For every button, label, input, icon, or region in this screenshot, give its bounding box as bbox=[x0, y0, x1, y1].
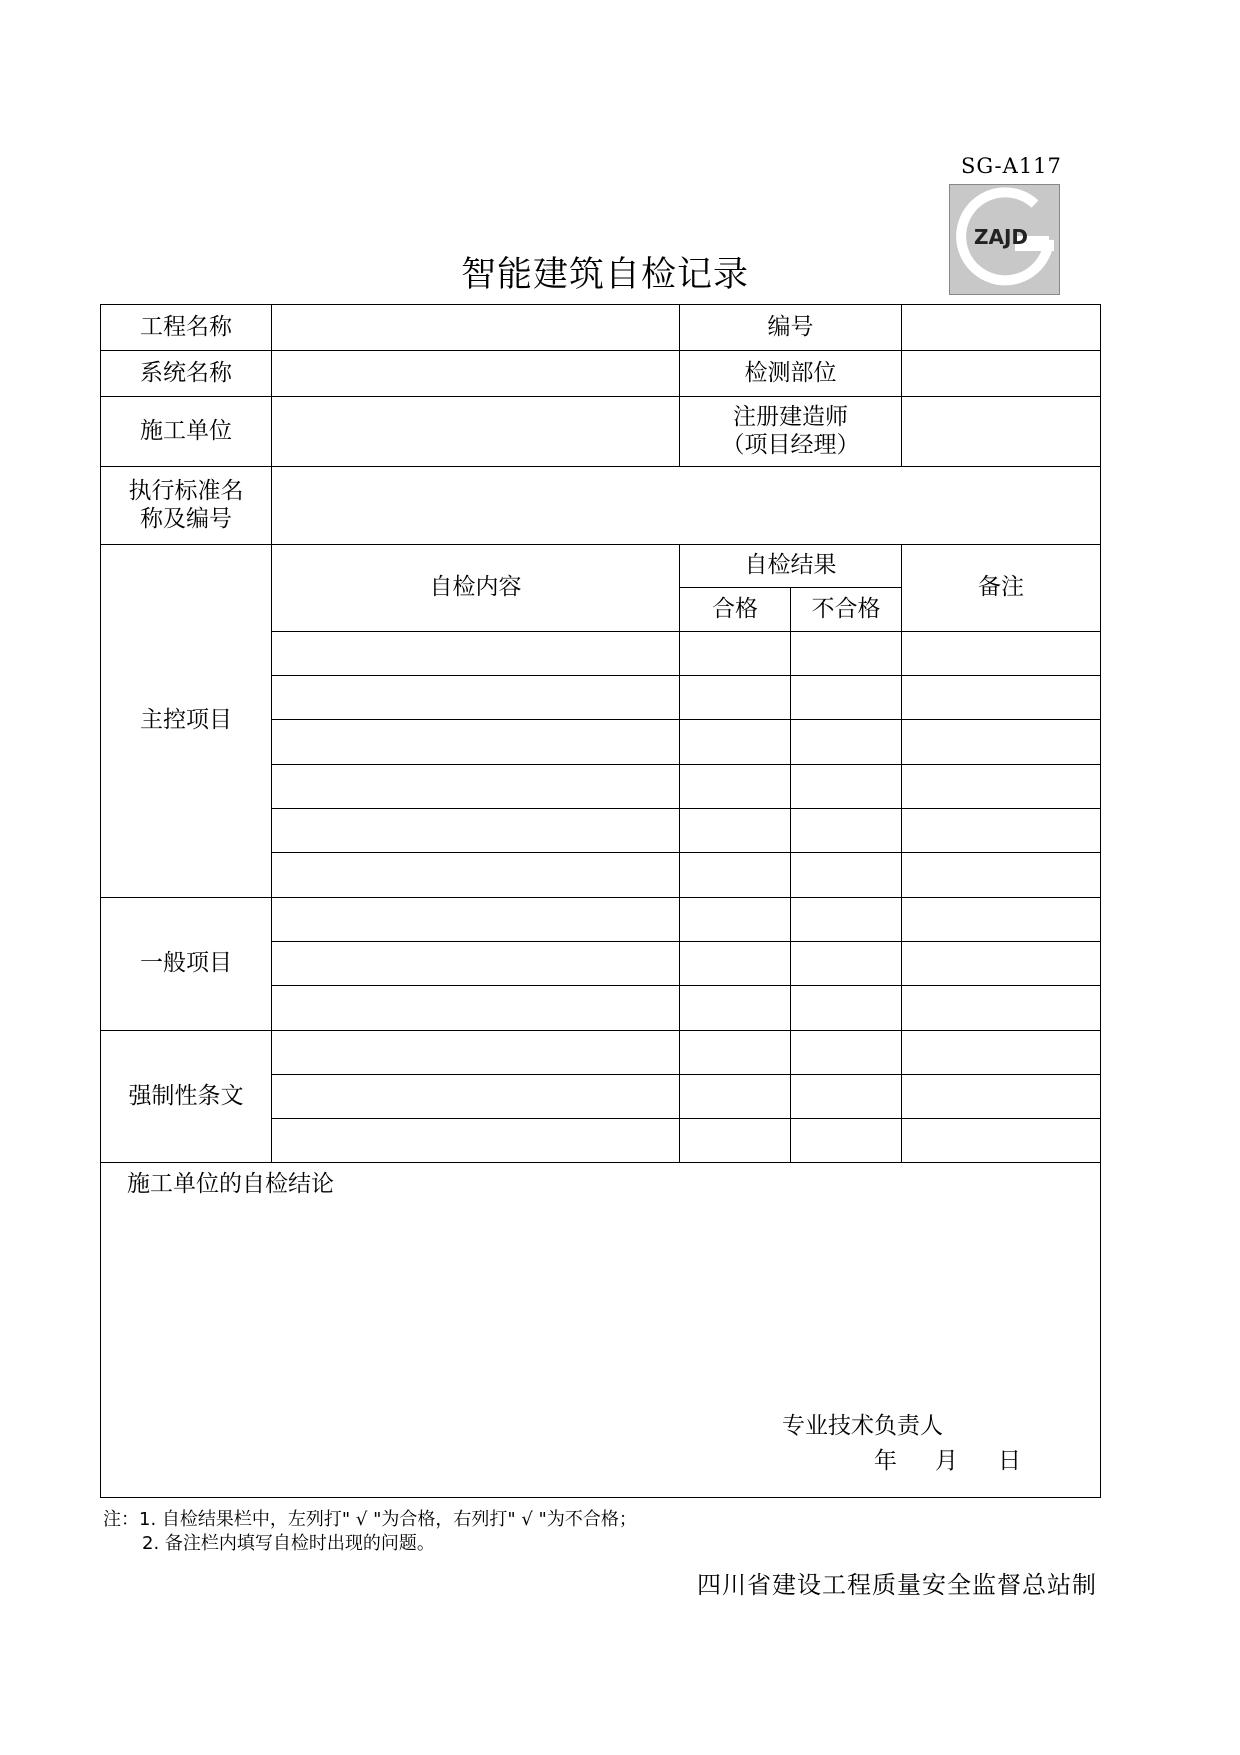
fail-cell[interactable] bbox=[791, 986, 902, 1031]
pass-cell[interactable] bbox=[680, 1119, 791, 1163]
system-name-label: 系统名称 bbox=[101, 351, 272, 397]
content-cell[interactable] bbox=[272, 1119, 680, 1163]
registered-builder-label-line1: 注册建造师 bbox=[733, 403, 848, 430]
fail-cell[interactable] bbox=[791, 1031, 902, 1075]
content-cell[interactable] bbox=[272, 986, 680, 1031]
fail-cell[interactable] bbox=[791, 898, 902, 942]
standard-field[interactable] bbox=[272, 467, 1101, 545]
tech-lead-label: 专业技术负责人 bbox=[782, 1413, 943, 1439]
content-cell[interactable] bbox=[272, 1075, 680, 1119]
column-fail-header: 不合格 bbox=[791, 588, 902, 632]
project-name-field[interactable] bbox=[272, 305, 680, 351]
column-content-header: 自检内容 bbox=[272, 545, 680, 632]
remarks-cell[interactable] bbox=[902, 632, 1101, 676]
remarks-cell[interactable] bbox=[902, 898, 1101, 942]
standard-label bbox=[101, 467, 272, 545]
content-cell[interactable] bbox=[272, 765, 680, 809]
remarks-cell[interactable] bbox=[902, 942, 1101, 986]
content-cell[interactable] bbox=[272, 942, 680, 986]
note-line-1: 注：1. 自检结果栏中，左列打" √ "为合格，右列打" √ "为不合格； bbox=[103, 1509, 637, 1530]
inspection-location-label: 检测部位 bbox=[680, 351, 902, 397]
remarks-cell[interactable] bbox=[902, 720, 1101, 765]
date-year-label: 年 bbox=[874, 1448, 897, 1474]
issuer-label: 四川省建设工程质量安全监督总站制 bbox=[697, 1571, 1097, 1599]
remarks-cell[interactable] bbox=[902, 809, 1101, 853]
fail-cell[interactable] bbox=[791, 942, 902, 986]
pass-cell[interactable] bbox=[680, 986, 791, 1031]
number-label: 编号 bbox=[680, 305, 902, 351]
conclusion-area[interactable] bbox=[101, 1163, 1101, 1498]
zajd-g-logo-icon bbox=[949, 184, 1060, 295]
content-cell[interactable] bbox=[272, 898, 680, 942]
remarks-cell[interactable] bbox=[902, 1075, 1101, 1119]
remarks-cell[interactable] bbox=[902, 676, 1101, 720]
number-field[interactable] bbox=[902, 305, 1101, 351]
registered-builder-label bbox=[680, 397, 902, 467]
date-month-label: 月 bbox=[935, 1448, 958, 1474]
project-name-label: 工程名称 bbox=[101, 305, 272, 351]
form-code: SG-A117 bbox=[961, 154, 1062, 178]
section-mandatory: 强制性条文 bbox=[101, 1031, 272, 1163]
pass-cell[interactable] bbox=[680, 676, 791, 720]
pass-cell[interactable] bbox=[680, 809, 791, 853]
content-cell[interactable] bbox=[272, 809, 680, 853]
column-pass-header: 合格 bbox=[680, 588, 791, 632]
fail-cell[interactable] bbox=[791, 720, 902, 765]
fail-cell[interactable] bbox=[791, 765, 902, 809]
conclusion-label: 施工单位的自检结论 bbox=[127, 1171, 334, 1197]
inspection-form-table bbox=[100, 304, 1101, 1498]
pass-cell[interactable] bbox=[680, 853, 791, 898]
remarks-cell[interactable] bbox=[902, 1119, 1101, 1163]
pass-cell[interactable] bbox=[680, 898, 791, 942]
construction-unit-field[interactable] bbox=[272, 397, 680, 467]
note-line-2: 2. 备注栏内填写自检时出现的问题。 bbox=[142, 1533, 435, 1554]
registered-builder-label-line2: （项目经理） bbox=[721, 431, 860, 458]
pass-cell[interactable] bbox=[680, 942, 791, 986]
fail-cell[interactable] bbox=[791, 676, 902, 720]
pass-cell[interactable] bbox=[680, 765, 791, 809]
remarks-cell[interactable] bbox=[902, 986, 1101, 1031]
pass-cell[interactable] bbox=[680, 1075, 791, 1119]
fail-cell[interactable] bbox=[791, 632, 902, 676]
inspection-location-field[interactable] bbox=[902, 351, 1101, 397]
content-cell[interactable] bbox=[272, 720, 680, 765]
construction-unit-label: 施工单位 bbox=[101, 397, 272, 467]
content-cell[interactable] bbox=[272, 853, 680, 898]
registered-builder-field[interactable] bbox=[902, 397, 1101, 467]
fail-cell[interactable] bbox=[791, 853, 902, 898]
table-row bbox=[101, 1031, 1101, 1075]
remarks-cell[interactable] bbox=[902, 765, 1101, 809]
svg-text:ZAJD: ZAJD bbox=[973, 225, 1029, 249]
fail-cell[interactable] bbox=[791, 1075, 902, 1119]
section-main-control: 主控项目 bbox=[101, 545, 272, 898]
remarks-cell[interactable] bbox=[902, 1031, 1101, 1075]
fail-cell[interactable] bbox=[791, 809, 902, 853]
fail-cell[interactable] bbox=[791, 1119, 902, 1163]
content-cell[interactable] bbox=[272, 1031, 680, 1075]
column-remarks-header: 备注 bbox=[902, 545, 1101, 632]
table-row bbox=[101, 898, 1101, 942]
system-name-field[interactable] bbox=[272, 351, 680, 397]
pass-cell[interactable] bbox=[680, 720, 791, 765]
column-result-header: 自检结果 bbox=[680, 545, 902, 588]
date-day-label: 日 bbox=[998, 1448, 1021, 1474]
standard-label-line1: 执行标准名 bbox=[128, 477, 244, 504]
content-cell[interactable] bbox=[272, 676, 680, 720]
page-title: 智能建筑自检记录 bbox=[460, 255, 749, 295]
standard-label-line2: 称及编号 bbox=[140, 505, 232, 532]
section-general: 一般项目 bbox=[101, 898, 272, 1031]
pass-cell[interactable] bbox=[680, 1031, 791, 1075]
pass-cell[interactable] bbox=[680, 632, 791, 676]
content-cell[interactable] bbox=[272, 632, 680, 676]
remarks-cell[interactable] bbox=[902, 853, 1101, 898]
